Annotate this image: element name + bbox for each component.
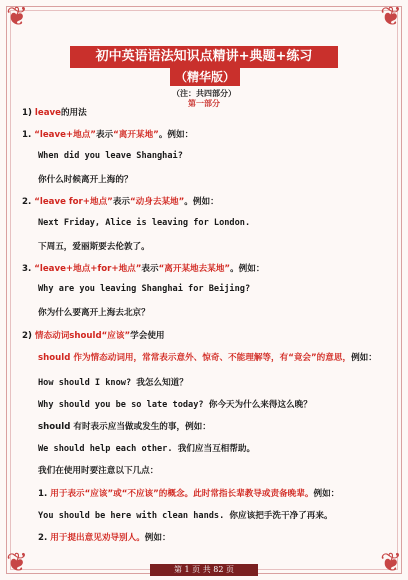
part-label: 第一部分 bbox=[188, 99, 220, 108]
corner-ornament-icon: ❦ bbox=[6, 2, 28, 32]
item-pattern: “leave+地点+for+地点” bbox=[34, 264, 142, 274]
item-text: 表示 bbox=[141, 264, 159, 274]
item-text: 。例如： bbox=[158, 130, 194, 140]
item-text: 。例如： bbox=[184, 197, 219, 207]
should-definition bbox=[38, 351, 377, 363]
point-number: 2. bbox=[38, 533, 48, 543]
section-heading-should bbox=[22, 329, 165, 341]
point-number: 1. bbox=[38, 489, 48, 499]
point-2 bbox=[38, 531, 171, 543]
example-line: should 有时表示应当做或发生的事，例如： bbox=[38, 422, 211, 432]
point-end: 例如： bbox=[144, 533, 171, 543]
example-cn: 下周五，爱丽斯要去伦敦了。 bbox=[38, 242, 150, 252]
item-pattern: “leave+地点” bbox=[34, 130, 96, 140]
example-line: How should I know? 我怎么知道？ bbox=[38, 378, 188, 388]
section-keyword: 情态动词should“应该” bbox=[34, 331, 131, 341]
point-1 bbox=[38, 487, 339, 499]
item-meaning: “离开某地去某地” bbox=[158, 264, 231, 274]
section-title-rest: 学会使用 bbox=[130, 331, 165, 341]
example-line: We should help each other. 我们应当互相帮助。 bbox=[38, 444, 256, 454]
corner-ornament-icon: ❦ bbox=[6, 548, 28, 578]
item-meaning: “离开某地” bbox=[113, 130, 159, 140]
point-text: 用于表示“应该”或“不应该”的概念。此时常指长辈教导或责备晚辈。 bbox=[50, 489, 314, 499]
item-3-heading bbox=[22, 262, 264, 274]
item-text: 表示 bbox=[112, 197, 131, 207]
document-title: 初中英语语法知识点精讲+典题+练习 bbox=[70, 46, 338, 68]
example-en: When did you leave Shanghai? bbox=[38, 151, 183, 161]
definition-text: should 作为情态动词用，常常表示意外、惊奇、不能理解等，有“竟会”的意思， bbox=[38, 353, 352, 363]
section-heading-leave bbox=[22, 106, 87, 118]
document-subtitle: （精华版） bbox=[170, 68, 240, 86]
example-cn: 你什么时候离开上海的？ bbox=[38, 175, 133, 185]
section-number: 2) bbox=[22, 331, 32, 341]
definition-end: 例如： bbox=[351, 353, 377, 363]
document-note: （注：共四部分） bbox=[172, 89, 236, 98]
item-meaning: “动身去某地” bbox=[130, 197, 185, 207]
section-keyword: leave bbox=[34, 108, 61, 118]
corner-ornament-icon: ❦ bbox=[380, 548, 402, 578]
item-text: 表示 bbox=[95, 130, 114, 140]
item-text: 。例如： bbox=[230, 264, 265, 274]
item-pattern: “leave for+地点” bbox=[34, 197, 113, 207]
item-number: 1. bbox=[22, 130, 32, 140]
corner-ornament-icon: ❦ bbox=[380, 2, 402, 32]
example-cn: 你为什么要离开上海去北京？ bbox=[38, 308, 150, 318]
example-en: Next Friday, Alice is leaving for London. bbox=[38, 218, 251, 228]
item-1-heading bbox=[22, 128, 193, 140]
example-line: 我们在使用时要注意以下几点： bbox=[38, 466, 159, 476]
item-number: 2. bbox=[22, 197, 32, 207]
page-number: 第 1 页 共 82 页 bbox=[150, 564, 258, 576]
section-number: 1) bbox=[22, 108, 32, 118]
point-text: 用于提出意见劝导别人。 bbox=[50, 533, 145, 543]
point-end: 例如： bbox=[313, 489, 340, 499]
example-line: You should be here with clean hands. 你应该把手洗干净了再来。 bbox=[38, 511, 333, 521]
item-2-heading bbox=[22, 195, 219, 207]
section-title-rest: 的用法 bbox=[60, 108, 87, 118]
item-number: 3. bbox=[22, 264, 32, 274]
example-en: Why are you leaving Shanghai for Beijing? bbox=[38, 284, 251, 294]
example-line: Why should you be so late today? 你今天为什么来得这么晚？ bbox=[38, 400, 312, 410]
